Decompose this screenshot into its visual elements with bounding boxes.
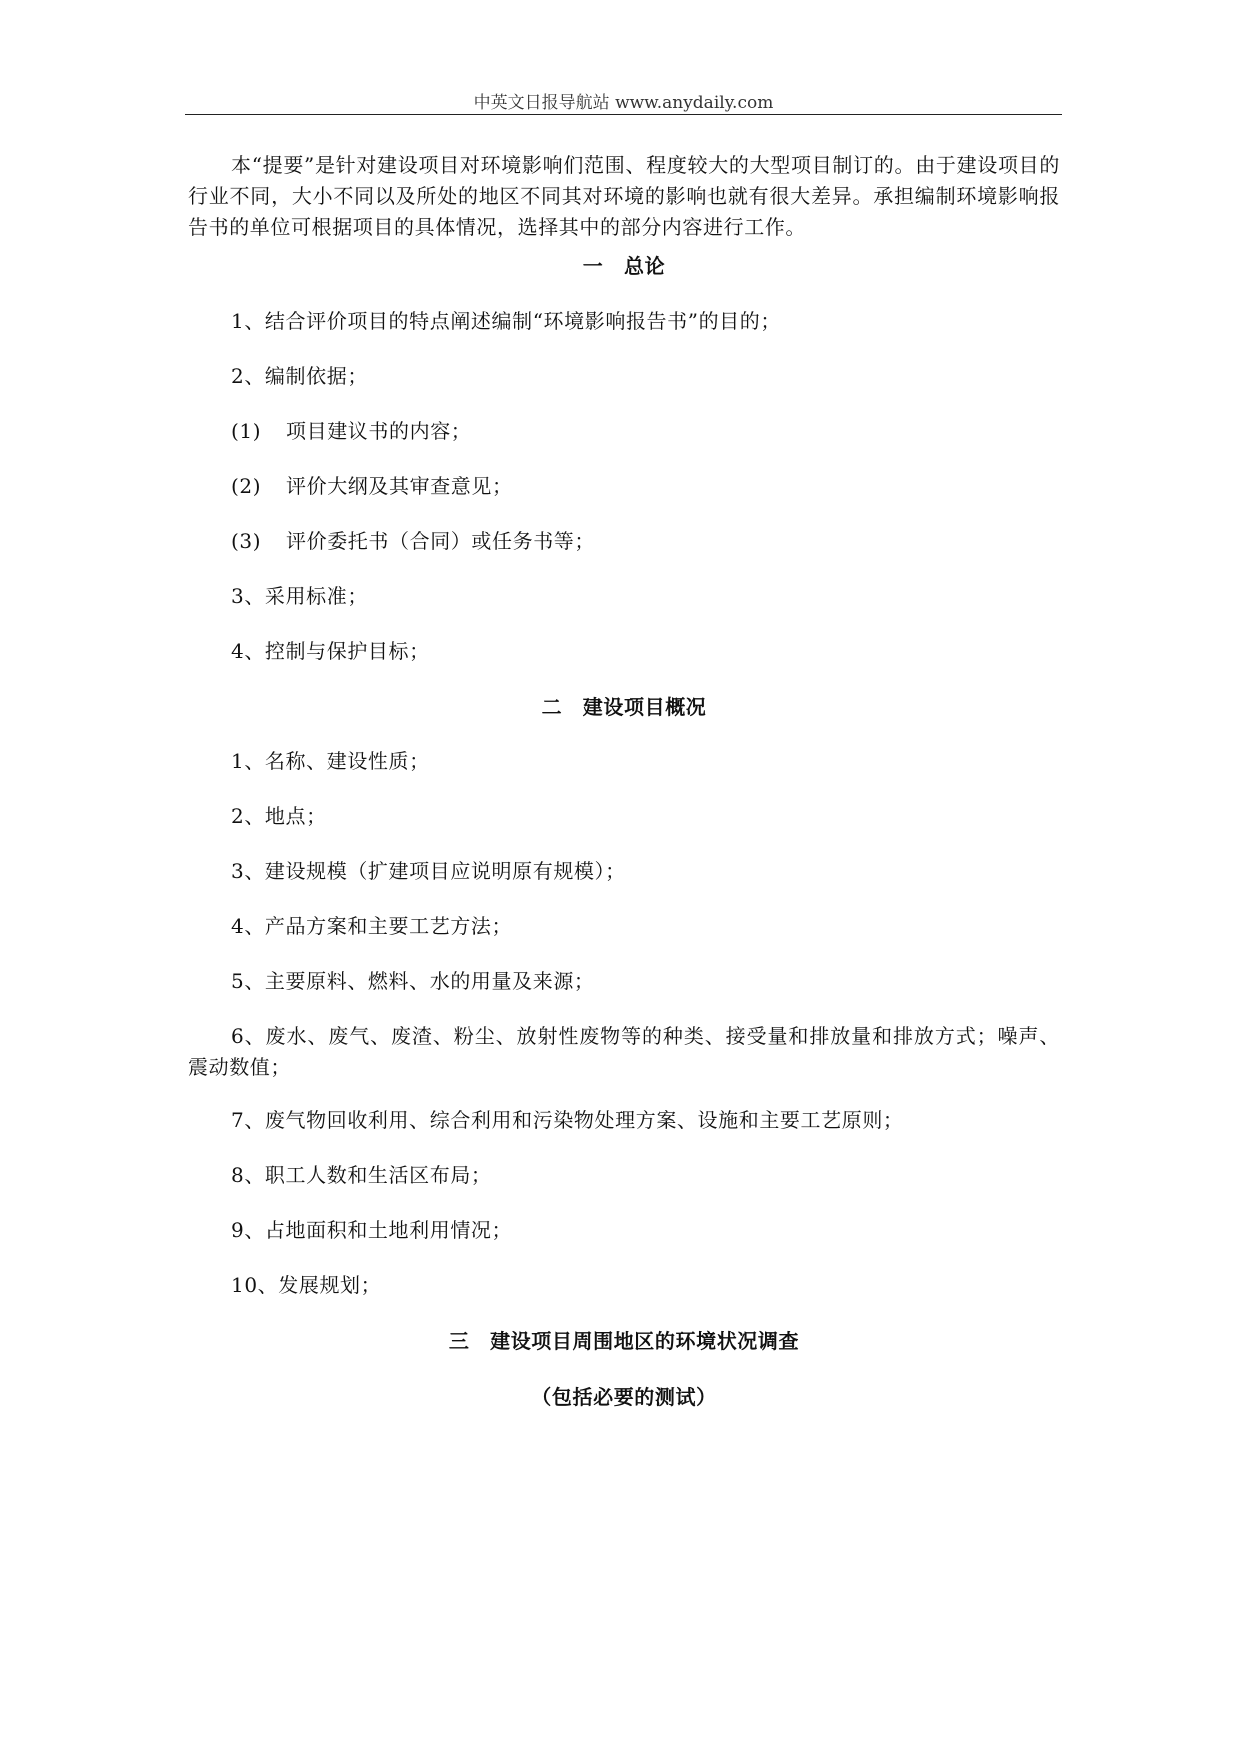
section-2-title: 二 建设项目概况 — [541, 695, 707, 719]
section-2-item-2: 2、地点； — [231, 804, 327, 828]
section-1-subitem-3 — [231, 526, 595, 557]
section-1-subitem-2 — [231, 471, 513, 502]
section-1-item-2: 2、编制依据； — [231, 364, 368, 388]
section-2-item-7: 7、废气物回收利用、综合利用和污染物处理方案、设施和主要工艺原则； — [231, 1108, 904, 1132]
page-header: 中英文日报导航站 www.anydaily.com — [473, 93, 774, 113]
section-1-subitem-1 — [231, 416, 471, 447]
subitem-number: (2) — [231, 474, 262, 498]
section-1-item-3: 3、采用标准； — [231, 584, 368, 608]
section-2-item-6: 6、废水、废气、废渣、粉尘、放射性废物等的种类、接受量和排放量和排放方式；噪声、震动数值； — [188, 1024, 1060, 1079]
subitem-text: 项目建议书的内容； — [286, 419, 472, 443]
subitem-text: 评价大纲及其审查意见； — [286, 474, 513, 498]
section-1-title: 一 总论 — [582, 254, 666, 278]
intro-paragraph: 本“提要”是针对建设项目对环境影响们范围、程度较大的大型项目制订的。由于建设项目的行业不同，大小不同以及所处的地区不同其对环境的影响也就有很大差异。承担编制环境影响报告书的单位可根据项目的具体情况，选择其中的部分内容进行工作。 — [188, 153, 1060, 239]
section-3-subtitle: （包括必要的测试） — [531, 1385, 717, 1409]
section-2-item-8: 8、职工人数和生活区布局； — [231, 1163, 492, 1187]
subitem-text: 评价委托书（合同）或任务书等； — [286, 529, 595, 553]
section-2-item-4: 4、产品方案和主要工艺方法； — [231, 914, 513, 938]
subitem-number: (3) — [231, 529, 262, 553]
section-2-item-10: 10、发展规划； — [231, 1273, 382, 1297]
section-1-item-1: 1、结合评价项目的特点阐述编制“环境影响报告书”的目的； — [231, 309, 781, 333]
section-1-item-4: 4、控制与保护目标； — [231, 639, 430, 663]
section-2-item-3: 3、建设规模（扩建项目应说明原有规模）； — [231, 859, 626, 883]
section-3-title: 三 建设项目周围地区的环境状况调查 — [448, 1329, 800, 1353]
header-divider — [185, 114, 1062, 115]
subitem-number: (1) — [231, 419, 262, 443]
section-2-item-5: 5、主要原料、燃料、水的用量及来源； — [231, 969, 595, 993]
section-2-item-1: 1、名称、建设性质； — [231, 749, 430, 773]
section-2-item-9: 9、占地面积和土地利用情况； — [231, 1218, 513, 1242]
